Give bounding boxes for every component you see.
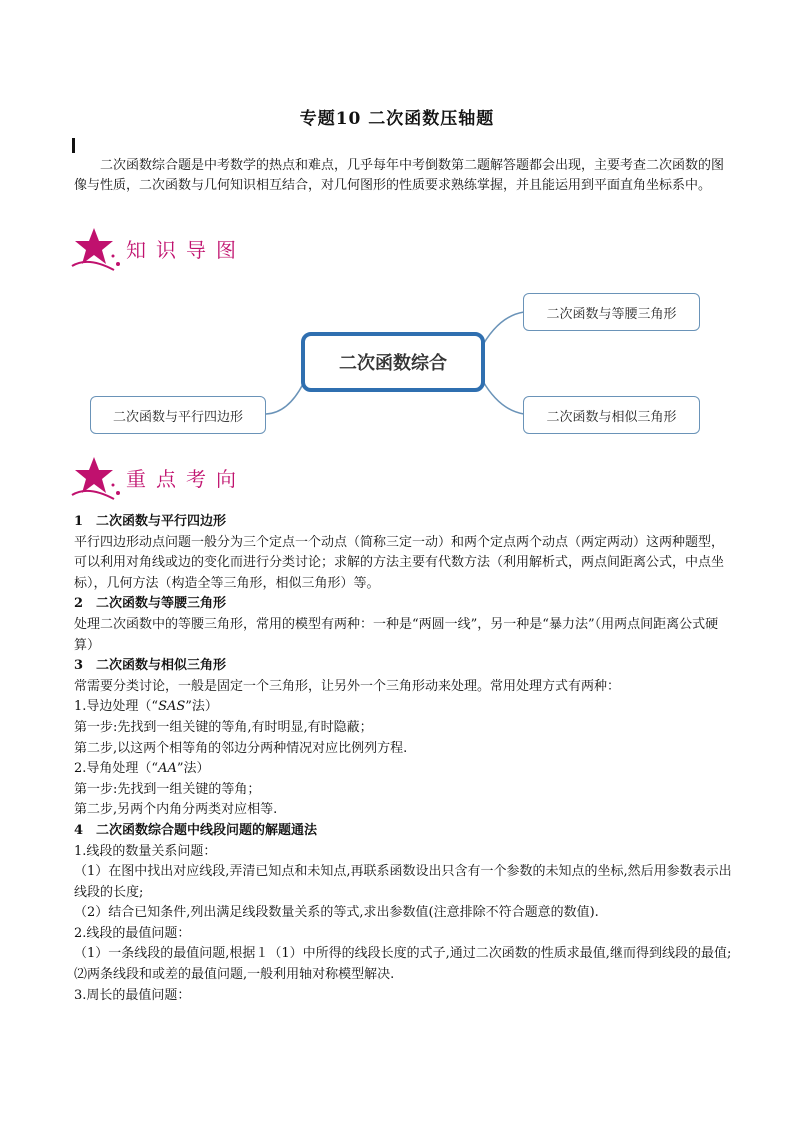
paragraph: 2.线段的最值问题： — [74, 925, 191, 941]
mind-map-center-node: 二次函数综合 — [301, 332, 485, 392]
paragraph: 1.线段的数量关系问题： — [74, 843, 217, 859]
star-icon — [68, 226, 128, 276]
paragraph: 3.周长的最值问题： — [74, 987, 191, 1003]
paragraph: 常需要分类讨论，一般是固定一个三角形，让另外一个三角形动来处理。常用处理方式有两种： — [74, 678, 621, 694]
heading-1: 1 二次函数与平行四边形 — [74, 514, 227, 529]
star-icon — [68, 455, 128, 505]
paragraph: 1.导边处理（“SAS”法） — [74, 699, 218, 715]
paragraph: （1）一条线段的最值问题,根据１（1）中所得的线段长度的式子,通过二次函数的性质求最值,继而得到线段的最值; — [74, 946, 732, 962]
mind-map — [88, 288, 708, 438]
paragraph: （1）在图中找出对应线段,弄清已知点和未知点,再联系函数设出只含有一个参数的未知点的坐标,然后用参数表示出线段的长度; — [74, 864, 732, 900]
heading-3: 3 二次函数与相似三角形 — [74, 658, 227, 674]
page-title: 专题10 二次函数压轴题 — [299, 109, 495, 129]
paragraph: 第二步,另两个内角分两类对应相等. — [74, 802, 278, 818]
paragraph: 第一步:先找到一组关键的等角； — [74, 781, 261, 797]
text-cursor-mark — [72, 138, 75, 153]
intro-paragraph: 二次函数综合题是中考数学的热点和难点，几乎每年中考倒数第二题解答题都会出现，主要考查二次函数的图像与性质，二次函数与几何知识相互结合，对几何图形的性质要求熟练掌握，并且能运用到平面直角坐标系中。 — [74, 158, 725, 193]
section-label: 知识导图 — [126, 238, 246, 262]
paragraph: 第二步,以这两个相等角的邻边分两种情况对应比例列方程. — [74, 740, 408, 756]
section-label: 重点考向 — [126, 467, 246, 491]
heading-4: 4 二次函数综合题中线段问题的解题通法 — [74, 822, 318, 838]
paragraph: ⑵两条线段和或差的最值问题,一般利用轴对称模型解决. — [74, 967, 395, 983]
section-header-knowledge-map — [68, 226, 328, 276]
paragraph: 平行四边形动点问题一般分为三个定点一个动点（简称三定一动）和两个定点两个动点（两定两动）这两种题型，可以利用对角线或边的变化而进行分类讨论；求解的方法主要有代数方法（利用解析式，两点间距离公式，中点坐标），几何方法（构造全等三角形，相似三角形）等。 — [74, 534, 725, 591]
heading-2: 2 二次函数与等腰三角形 — [74, 596, 227, 612]
mind-map-node-isosceles: 二次函数与等腰三角形 — [523, 293, 700, 331]
section-header-key-points — [68, 455, 328, 505]
mind-map-node-similar: 二次函数与相似三角形 — [523, 396, 700, 434]
paragraph: 处理二次函数中的等腰三角形，常用的模型有两种：一种是“两圆一线”，另一种是“暴力法”（用两点间距离公式硬算） — [74, 616, 719, 653]
paragraph: （2）结合已知条件,列出满足线段数量关系的等式,求出参数值(注意排除不符合题意的数值). — [74, 905, 599, 921]
paragraph: 第一步:先找到一组关键的等角,有时明显,有时隐蔽； — [74, 719, 373, 735]
content-body — [74, 512, 734, 1006]
paragraph: 2.导角处理（“AA”法） — [74, 761, 210, 777]
mind-map-node-parallelogram: 二次函数与平行四边形 — [90, 396, 266, 434]
